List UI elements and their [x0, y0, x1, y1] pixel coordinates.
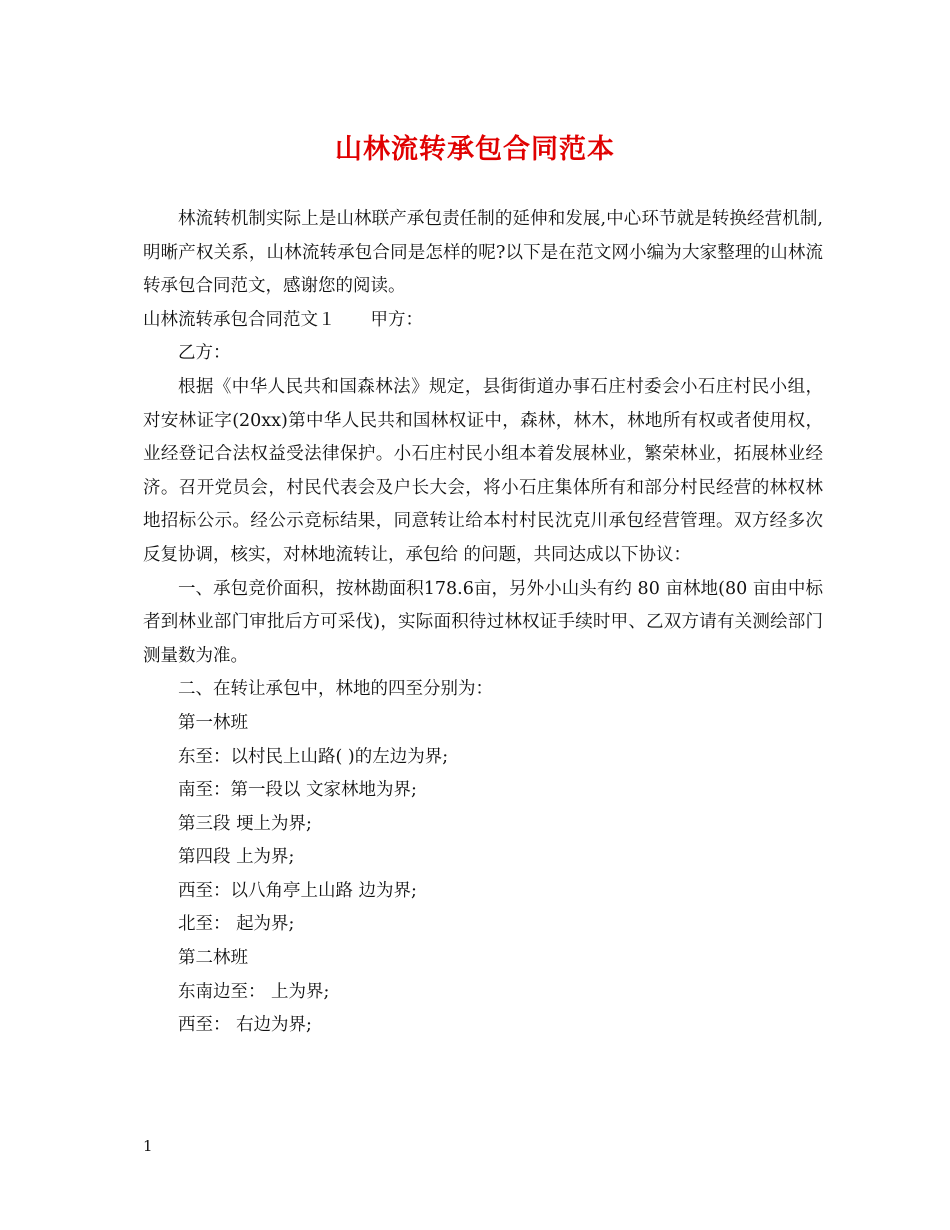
- party-b-line: 乙方：: [178, 343, 231, 364]
- boundary-section-four-line: 第四段 上为界;: [178, 847, 295, 868]
- boundary-section-three-line: 第三段 埂上为界;: [178, 813, 312, 834]
- boundary-south-line: 南至：第一段以 文家林地为界;: [178, 780, 417, 801]
- clause-one-paragraph: 一、承包竞价面积，按林勘面积178.6亩，另外小山头有约 80 亩林地(80 亩由中标者到林业部门审批后方可采伐)，实际面积待过林权证手续时甲、乙双方请有关测绘部门测量数为准。: [143, 578, 823, 666]
- boundary-east-line: 东至：以村民上山路( )的左边为界;: [178, 746, 449, 767]
- boundary-north-line: 北至： 起为界;: [178, 914, 295, 935]
- intro-paragraph: 林流转机制实际上是山林联产承包责任制的延伸和发展,中心环节就是转换经营机制,明晰产权关系，山林流转承包合同是怎样的呢?以下是在范文网小编为大家整理的山林流转承包合同范文，感谢您的阅读。: [143, 209, 823, 297]
- forest-class-one-heading: 第一林班: [178, 712, 248, 733]
- clause-two-line: 二、在转让承包中，林地的四至分别为：: [178, 679, 493, 700]
- boundary-west-line: 西至：以八角亭上山路 边为界;: [178, 880, 417, 901]
- legal-basis-paragraph: 根据《中华人民共和国森林法》规定，县街街道办事石庄村委会小石庄村民小组，对安林证字(20xx)第中华人民共和国林权证中，森林，林木，林地所有权或者使用权，业经登记合法权益受法律保护。小石庄村民小组本着发展林业，繁荣林业，拓展林业经济。召开党员会，村民代表会及户长大会，将小石庄集体所有和部分村民经营的林权林地招标公示。经公示竞标结果，同意转让给本村村民沈克川承包经营管理。双方经多次反复协调，核实，对林地流转让，承包给 的问题，共同达成以下协议：: [143, 376, 823, 565]
- contract-heading-line: 山林流转承包合同范文１ 甲方：: [143, 309, 423, 330]
- page-number: 1: [143, 1137, 153, 1155]
- document-title: 山林流转承包合同范本: [335, 134, 615, 165]
- boundary-southeast-line: 东南边至： 上为界;: [178, 981, 330, 1002]
- forest-class-two-heading: 第二林班: [178, 948, 248, 969]
- document-body: [143, 203, 823, 1043]
- boundary-west-two-line: 西至： 右边为界;: [178, 1015, 312, 1036]
